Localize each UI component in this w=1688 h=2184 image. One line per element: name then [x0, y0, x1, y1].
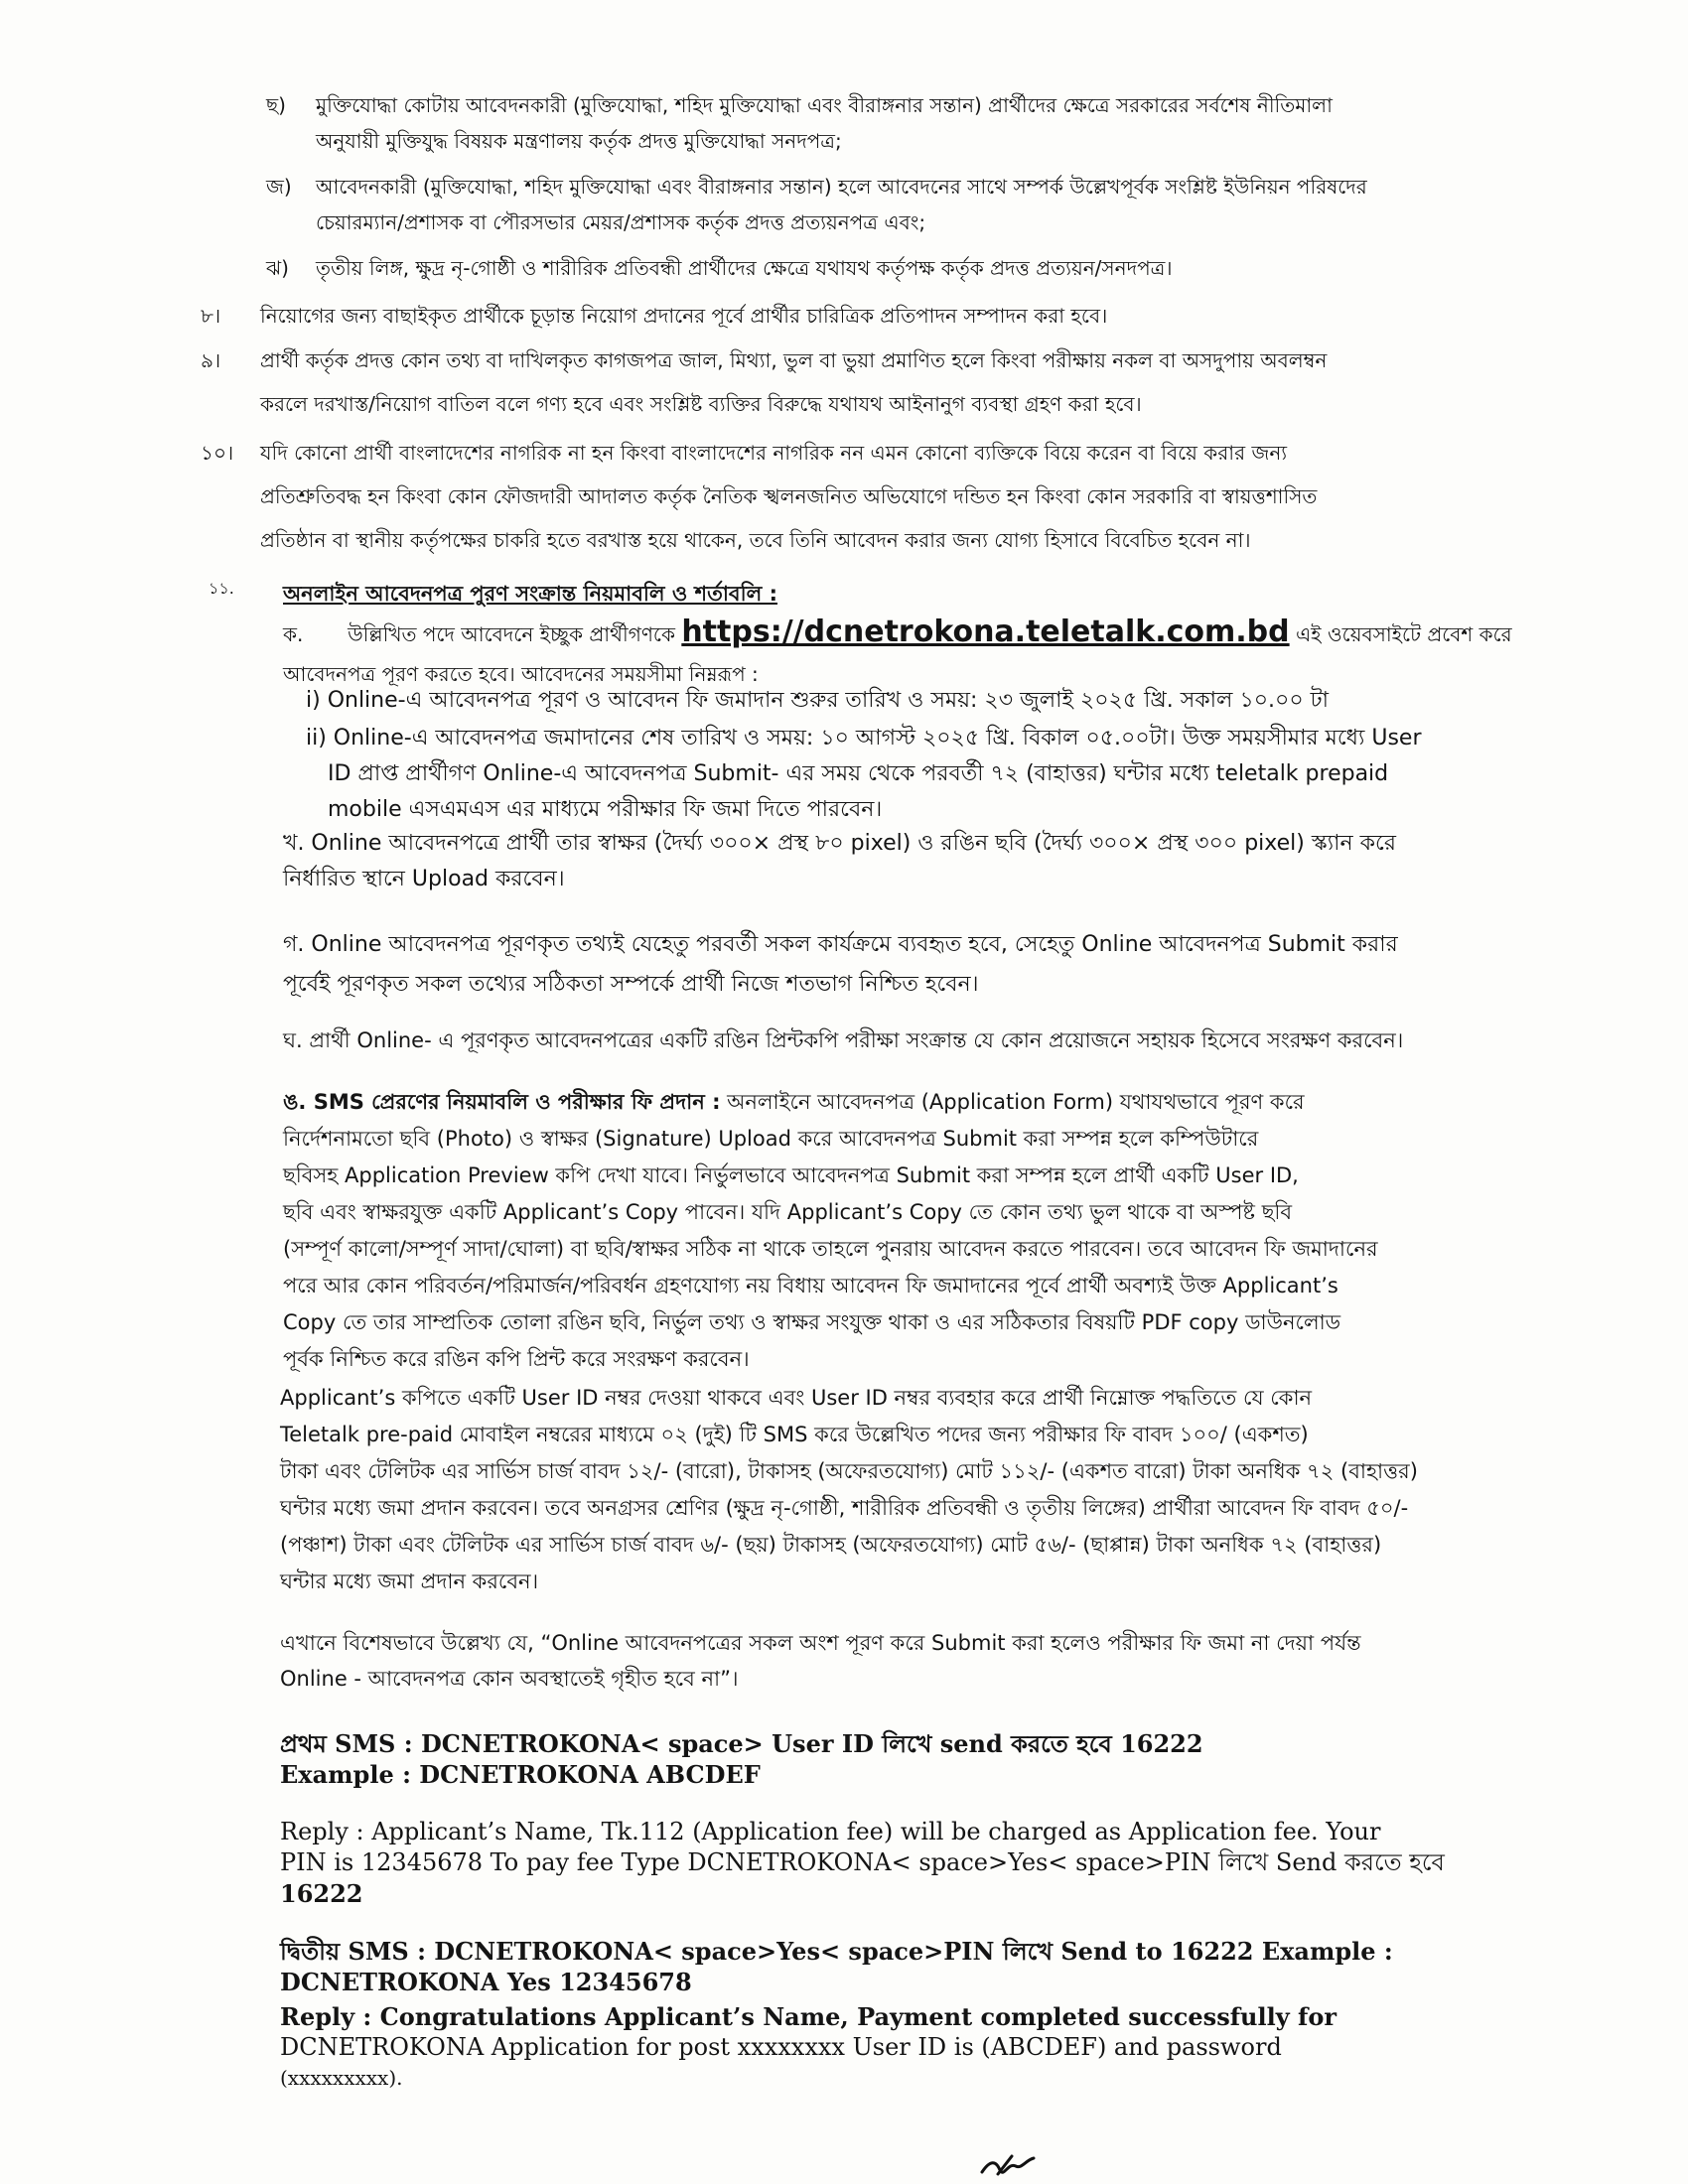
clause-uma-line: পরে আর কোন পরিবর্তন/পরিমার্জন/পরিবর্ধন গ্রহণযোগ্য নয় বিধায় আবেদন ফি জমাদানের পূর্বে প্রার্থী অবশ্যই উক্ত Applicant’s	[283, 1274, 1338, 1297]
fee-line: (পঞ্চাশ) টাকা এবং টেলিটক এর সার্ভিস চার্জ বাবদ ৬/- (ছয়) টাকাসহ (অফেরতযোগ্য) মোট ৫৬/- (ছাপ্পান্ন) টাকা অনধিক ৭২ (বাহাত্তর)	[280, 1533, 1382, 1557]
clause-uma-line: ছবিসহ Application Preview কপি দেখা যাবে। নির্ভুলভাবে আবেদনপত্র Submit করা সম্পন্ন হলে প্রার্থী একটি User ID,	[283, 1163, 1299, 1187]
timeline-deadline-line: mobile এসএমএস এর মাধ্যমে পরীক্ষার ফি জমা দিতে পারবেন।	[328, 797, 883, 822]
fee-line: ঘন্টার মধ্যে জমা প্রদান করবেন। তবে অনগ্রসর শ্রেণির (ক্ষুদ্র নৃ-গোষ্ঠী, শারীরিক প্রতিবন্ধী ও তৃতীয় লিঙ্গের) প্রার্থীরা আবেদন ফি বাবদ ৫০/-	[280, 1496, 1409, 1520]
second-sms-block	[280, 1936, 1546, 1997]
item-line: অনুযায়ী মুক্তিযুদ্ধ বিষয়ক মন্ত্রণালয় কর্তৃক প্রদত্ত মুক্তিযোদ্ধা সনদপত্র;	[316, 129, 842, 153]
clause-number: ৯।	[201, 348, 221, 372]
clause-number: ১০।	[201, 441, 234, 465]
item-line: মুক্তিযোদ্ধা কোটায় আবেদনকারী (মুক্তিযোদ্ধা, শহিদ মুক্তিযোদ্ধা এবং বীরাঙ্গনার সন্তান) প্রার্থীদের ক্ষেত্রে সরকারের সর্বশেষ নীতিমালা	[316, 93, 1333, 117]
second-reply-line: Reply : Congratulations Applicant’s Name, Payment completed successfully for	[280, 2002, 1336, 2031]
timeline-start: i) Online-এ আবেদনপত্র পূরণ ও আবেদন ফি জমাদান শুরুর তারিখ ও সময়: ২৩ জুলাই ২০২৫ খ্রি. সকাল ১০.০০ টা	[306, 688, 1329, 713]
second-sms-example: DCNETROKONA Yes 12345678	[280, 1968, 692, 1996]
second-reply-line: DCNETROKONA Application for post xxxxxxxx User ID is (ABCDEF) and password	[280, 2033, 1282, 2061]
clause-line: নিয়োগের জন্য বাছাইকৃত প্রার্থীকে চূড়ান্ত নিয়োগ প্রদানের পূর্বে প্রার্থীর চারিত্রিক প্রতিপাদন সম্পাদন করা হবে।	[260, 304, 1108, 328]
first-reply-line: Reply : Applicant’s Name, Tk.112 (Application fee) will be charged as Application fee. Your	[280, 1818, 1381, 1845]
clause-ka-line2: আবেদনপত্র পূরণ করতে হবে। আবেদনের সময়সীমা নিম্নরূপ :	[283, 662, 759, 686]
special-note-line: এখানে বিশেষভাবে উল্লেখ্য যে, “Online আবেদনপত্রের সকল অংশ পূরণ করে Submit করা হলেও পরীক্ষার ফি জমা না দেয়া পর্যন্ত	[280, 1631, 1361, 1655]
first-sms-block	[280, 1728, 1546, 1790]
clause-kha-line: খ. Online আবেদনপত্রে প্রার্থী তার স্বাক্ষর (দৈর্ঘ্য ৩০০× প্রস্থ ৮০ pixel) ও রঙিন ছবি (দৈর্ঘ্য ৩০০× প্রস্থ ৩০০ pixel) স্ক্যান করে	[283, 831, 1396, 856]
fee-line: Teletalk pre-paid মোবাইল নম্বরের মাধ্যমে ০২ (দুই) টি SMS করে উল্লেখিত পদের জন্য পরীক্ষার ফি বাবদ ১০০/ (একশত)	[280, 1423, 1309, 1446]
item-line: আবেদনকারী (মুক্তিযোদ্ধা, শহিদ মুক্তিযোদ্ধা এবং বীরাঙ্গনার সন্তান) হলে আবেদনের সাথে সম্পর্ক উল্লেখপূর্বক সংশ্লিষ্ট ইউনিয়ন পরিষদের	[316, 175, 1367, 199]
special-note-line: Online - আবেদনপত্র কোন অবস্থাতেই গৃহীত হবে না”।	[280, 1667, 739, 1691]
first-reply-line: PIN is 12345678 To pay fee Type DCNETROKONA< space>Yes< space>PIN লিখে Send করতে হবে	[280, 1848, 1445, 1876]
item-marker: ঝ)	[266, 256, 289, 280]
item-marker: ছ)	[266, 93, 286, 117]
fee-line: Applicant’s কপিতে একটি User ID নম্বর দেওয়া থাকবে এবং User ID নম্বর ব্যবহার করে প্রার্থী নিম্নোক্ত পদ্ধতিতে যে কোন	[280, 1386, 1313, 1410]
second-reply-line: (xxxxxxxxx).	[280, 2066, 403, 2090]
timeline-deadline	[306, 721, 1547, 828]
first-reply-block	[280, 1817, 1546, 1909]
second-reply-block	[280, 2001, 1546, 2094]
handwritten-initial	[978, 2152, 1038, 2184]
clause-ka-text-end: এই ওয়েবসাইটে প্রবেশ করে	[1295, 622, 1512, 646]
section-11-heading: অনলাইন আবেদনপত্র পুরণ সংক্রান্ত নিয়মাবলি ও শর্তাবলি :	[283, 582, 777, 606]
clause-ka-text: উল্লিখিত পদে আবেদনে ইচ্ছুক প্রার্থীগণকে	[348, 622, 675, 646]
timeline-deadline-line: ID প্রাপ্ত প্রার্থীগণ Online-এ আবেদনপত্র Submit- এর সময় থেকে পরবর্তী ৭২ (বাহাত্তর) ঘন্টার মধ্যে teletalk prepaid	[328, 761, 1389, 786]
timeline-list	[306, 683, 1547, 719]
clause-uma-line: Copy তে তার সাম্প্রতিক তোলা রঙিন ছবি, নির্ভুল তথ্য ও স্বাক্ষর সংযুক্ত থাকা ও এর সঠিকতার বিষয়টি PDF copy ডাউনলোড	[283, 1310, 1341, 1334]
clause-uma-line: নির্দেশনামতো ছবি (Photo) ও স্বাক্ষর (Signature) Upload করে আবেদনপত্র Submit করা সম্পন্ন হলে কম্পিউটারে	[283, 1127, 1259, 1151]
timeline-deadline-line: ii) Online-এ আবেদনপত্র জমাদানের শেষ তারিখ ও সময়: ১০ আগস্ট ২০২৫ খ্রি. বিকাল ০৫.০০টা। উক্ত সময়সীমার মধ্যে User	[306, 726, 1422, 751]
clause-uma	[283, 1084, 1546, 1378]
clause-gha-line: ঘ. প্রার্থী Online- এ পূরণকৃত আবেদনপত্রের একটি রঙিন প্রিন্টকপি পরীক্ষা সংক্রান্ত যে কোন প্রয়োজনে সহায়ক হিসেবে সংরক্ষণ করবেন।	[283, 1028, 1404, 1052]
clause-line: প্রার্থী কর্তৃক প্রদত্ত কোন তথ্য বা দাখিলকৃত কাগজপত্র জাল, মিথ্যা, ভুল বা ভুয়া প্রমাণিত হলে কিংবা পরীক্ষায় নকল বা অসদুপায় অবলম্বন	[260, 348, 1328, 372]
special-note	[280, 1625, 1546, 1697]
section-11-number: ১১.	[209, 579, 234, 598]
clause-uma-line: পূর্বক নিশ্চিত করে রঙিন কপি প্রিন্ট করে সংরক্ষণ করবেন।	[283, 1347, 750, 1371]
clause-ka	[283, 613, 1546, 694]
clause-number: ৮।	[201, 304, 221, 328]
clause-kha-line: নির্ধারিত স্থানে Upload করবেন।	[283, 867, 565, 891]
clause-kha	[283, 826, 1546, 897]
clause-ga	[283, 925, 1546, 1005]
clause-ga-line: গ. Online আবেদনপত্র পূরণকৃত তথ্যই যেহেতু পরবর্তী সকল কার্যক্রমে ব্যবহৃত হবে, সেহেতু Online আবেদনপত্র Submit করার	[283, 932, 1398, 957]
first-sms-example: Example : DCNETROKONA ABCDEF	[280, 1760, 761, 1789]
item-line: তৃতীয় লিঙ্গ, ক্ষুদ্র নৃ-গোষ্ঠী ও শারীরিক প্রতিবন্ধী প্রার্থীদের ক্ষেত্রে যথাযথ কর্তৃপক্ষ কর্তৃক প্রদত্ত প্রত্যয়ন/সনদপত্র।	[316, 256, 1173, 280]
clause-line: প্রতিষ্ঠান বা স্থানীয় কর্তৃপক্ষের চাকরি হতে বরখাস্ত হয়ে থাকেন, তবে তিনি আবেদন করার জন্য যোগ্য হিসাবে বিবেচিত হবেন না।	[260, 528, 1251, 552]
item-line: চেয়ারম্যান/প্রশাসক বা পৌরসভার মেয়র/প্রশাসক কর্তৃক প্রদত্ত প্রত্যয়নপত্র এবং;	[316, 210, 926, 234]
fee-line: ঘন্টার মধ্যে জমা প্রদান করবেন।	[280, 1570, 539, 1593]
clause-ka-marker: ক.	[283, 622, 304, 646]
first-sms-instruction: প্রথম SMS : DCNETROKONA< space> User ID লিখে send করতে হবে 16222	[280, 1729, 1203, 1758]
fee-paragraph	[280, 1380, 1546, 1600]
clause-gha	[283, 1023, 1546, 1058]
second-sms-instruction: দ্বিতীয় SMS : DCNETROKONA< space>Yes< space>PIN লিখে Send to 16222 Example :	[280, 1937, 1393, 1966]
clause-line: যদি কোনো প্রার্থী বাংলাদেশের নাগরিক না হন কিংবা বাংলাদেশের নাগরিক নন এমন কোনো ব্যক্তিকে বিয়ে করেন বা বিয়ে করার জন্য	[260, 441, 1288, 465]
clause-uma-line: (সম্পূর্ণ কালো/সম্পূর্ণ সাদা/ঘোলা) বা ছবি/স্বাক্ষর সঠিক না থাকে তাহলে পুনরায় আবেদন করতে পারবেন। তবে আবেদন ফি জমাদানের	[283, 1237, 1378, 1261]
clause-uma-line: অনলাইনে আবেদনপত্র (Application Form) যথাযথভাবে পূরণ করে	[727, 1090, 1305, 1114]
clause-uma-heading: ঙ. SMS প্রেরণের নিয়মাবলি ও পরীক্ষার ফি প্রদান :	[283, 1090, 721, 1114]
clause-line: করলে দরখাস্ত/নিয়োগ বাতিল বলে গণ্য হবে এবং সংশ্লিষ্ট ব্যক্তির বিরুদ্ধে যথাযথ আইনানুগ ব্যবস্থা গ্রহণ করা হবে।	[260, 392, 1142, 416]
clause-uma-line: ছবি এবং স্বাক্ষরযুক্ত একটি Applicant’s Copy পাবেন। যদি Applicant’s Copy তে কোন তথ্য ভুল থাকে বা অস্পষ্ট ছবি	[283, 1200, 1293, 1224]
fee-line: টাকা এবং টেলিটক এর সার্ভিস চার্জ বাবদ ১২/- (বারো), টাকাসহ (অফেরতযোগ্য) মোট ১১২/- (একশত বারো) টাকা অনধিক ৭২ (বাহাত্তর)	[280, 1459, 1418, 1483]
recruitment-website-link[interactable]: https://dcnetrokona.teletalk.com.bd	[681, 614, 1290, 649]
first-reply-line: 16222	[280, 1879, 363, 1908]
item-marker: জ)	[266, 175, 292, 199]
clause-line: প্রতিশ্রুতিবদ্ধ হন কিংবা কোন ফৌজদারী আদালত কর্তৃক নৈতিক স্খলনজনিত অভিযোগে দন্ডিত হন কিংবা কোন সরকারি বা স্বায়ত্তশাসিত	[260, 484, 1318, 508]
clause-ga-line: পূর্বেই পূরণকৃত সকল তথ্যের সঠিকতা সম্পর্কে প্রার্থী নিজে শতভাগ নিশ্চিত হবেন।	[283, 972, 979, 997]
